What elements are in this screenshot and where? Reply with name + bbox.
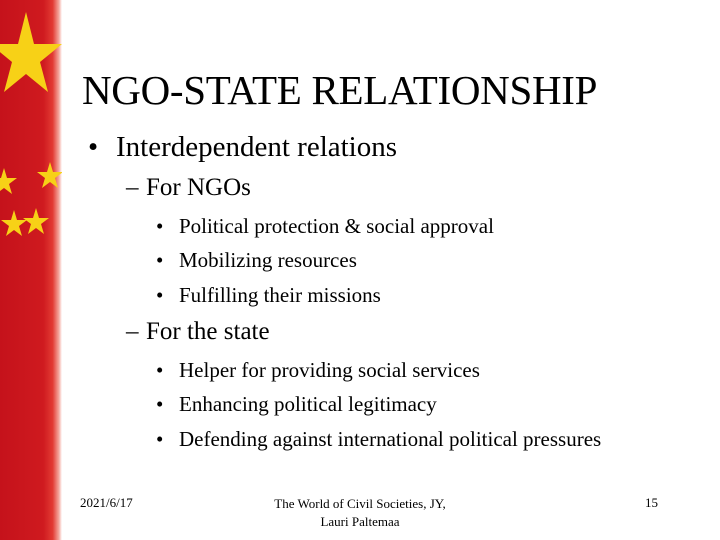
footer-center — [240, 495, 480, 531]
bullet-icon: • — [88, 131, 99, 163]
small-star-icon — [23, 208, 49, 234]
bullet-icon: • — [156, 248, 164, 272]
footer-center-line2: Lauri Paltemaa — [320, 514, 400, 529]
footer-center-line1: The World of Civil Societies, JY, — [274, 496, 446, 511]
subheading-for-ngos — [126, 174, 251, 202]
small-star-icon — [37, 162, 62, 188]
large-star-icon — [0, 12, 62, 92]
list-item — [156, 392, 437, 417]
footer-page-number: 15 — [645, 495, 658, 510]
list-item — [156, 358, 480, 383]
bullet-icon: • — [156, 283, 164, 307]
list-item-text: Enhancing political legitimacy — [179, 392, 437, 416]
bullet-interdependent-relations — [88, 131, 397, 164]
list-item-text: Mobilizing resources — [179, 248, 357, 272]
list-item-text: Defending against international political pressures — [179, 427, 602, 451]
bullet-icon: • — [156, 427, 164, 451]
level1-text: Interdependent relations — [116, 131, 398, 163]
subheading-text: For NGOs — [146, 174, 251, 201]
bullet-icon: • — [156, 214, 164, 238]
list-item-text: Political protection & social approval — [179, 214, 494, 238]
bullet-icon: • — [156, 358, 164, 382]
subheading-for-the-state — [126, 318, 270, 346]
dash-icon: – — [126, 318, 139, 345]
list-item-text: Helper for providing social services — [179, 358, 480, 382]
small-star-icon — [1, 210, 27, 236]
dash-icon: – — [126, 174, 139, 201]
list-item — [156, 283, 381, 308]
flag-decoration — [0, 0, 62, 540]
list-item — [156, 248, 357, 273]
footer-date: 2021/6/17 — [80, 495, 133, 510]
list-item-text: Fulfilling their missions — [179, 283, 381, 307]
small-star-icon — [0, 168, 17, 194]
list-item — [156, 214, 494, 239]
list-item — [156, 427, 601, 452]
bullet-icon: • — [156, 392, 164, 416]
flag-stars-icon — [0, 0, 62, 540]
subheading-text: For the state — [146, 318, 270, 345]
slide-title: NGO-STATE RELATIONSHIP — [82, 67, 598, 113]
